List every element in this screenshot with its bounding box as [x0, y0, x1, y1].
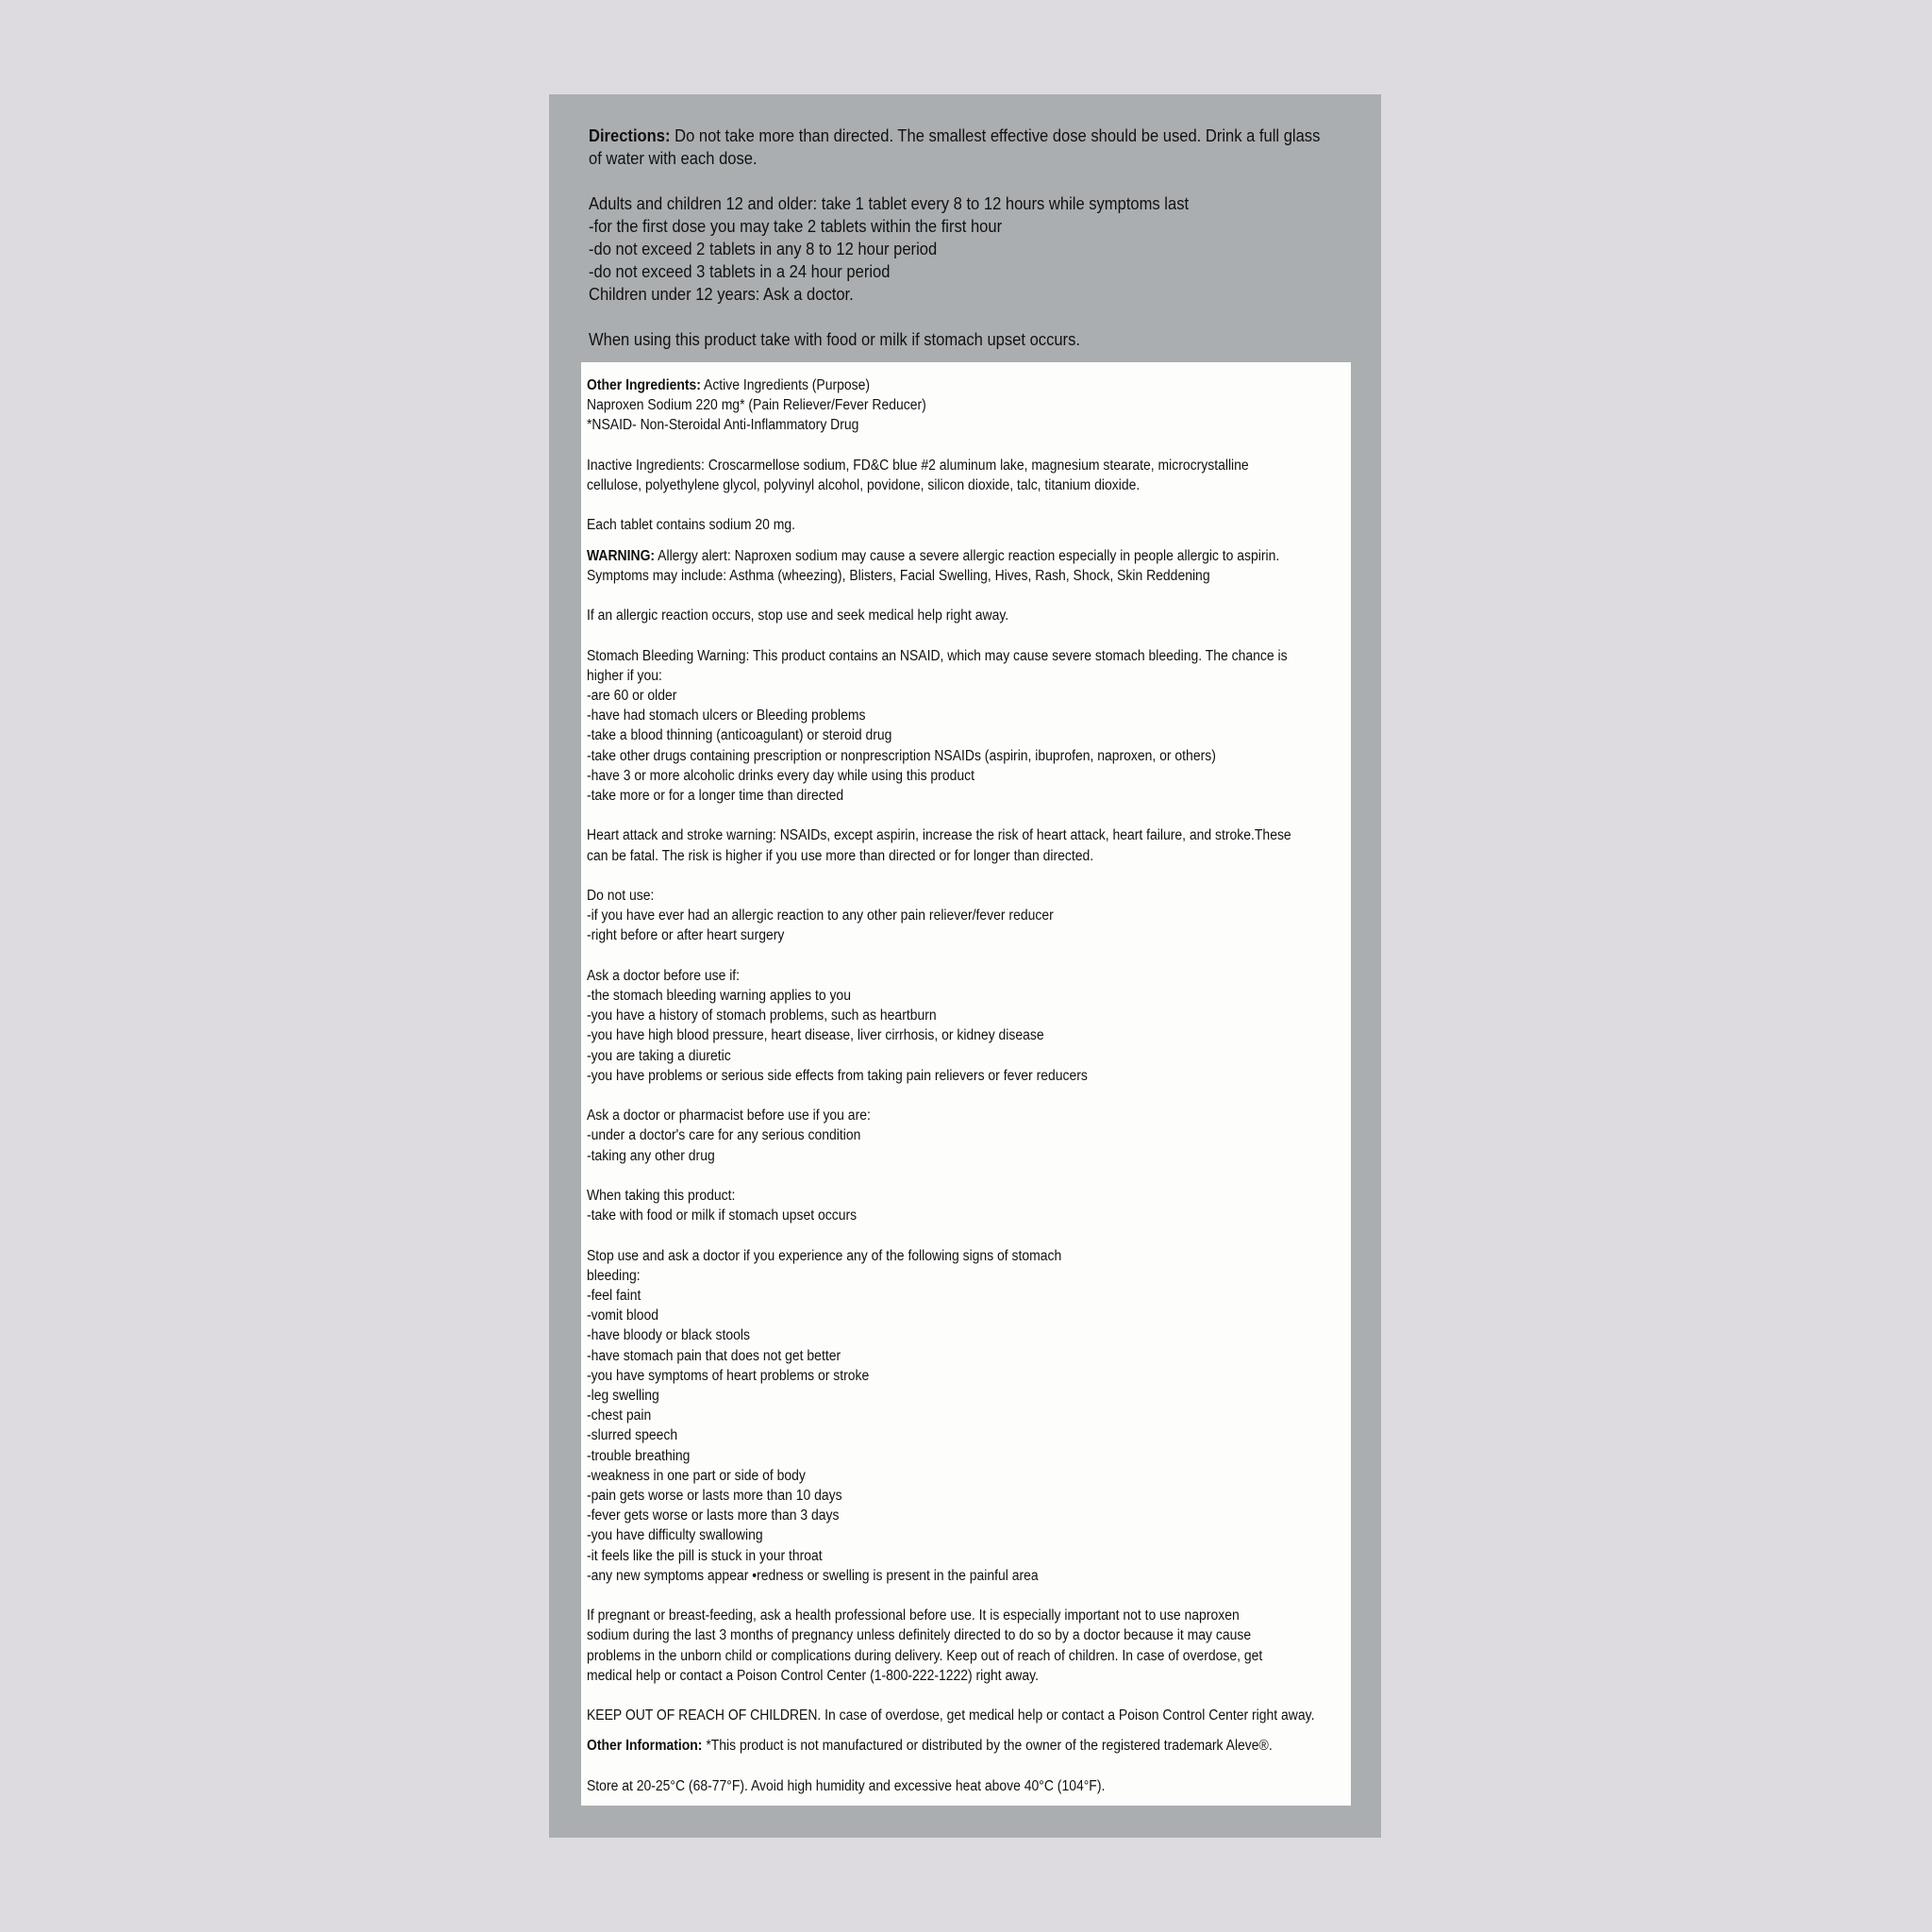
- directions-line: -for the first dose you may take 2 tablets within the first hour: [589, 217, 1003, 236]
- directions-heading: Directions:: [589, 126, 671, 145]
- directions-intro-cont: of water with each dose.: [589, 149, 758, 168]
- do-not-use-line: -if you have ever had an allergic reaction to any other pain reliever/fever reducer: [587, 908, 1054, 924]
- stop-use-line: -any new symptoms appear •redness or swelling is present in the painful area: [587, 1567, 1039, 1584]
- directions-line: Adults and children 12 and older: take 1 tablet every 8 to 12 hours while symptoms last: [589, 194, 1190, 213]
- stomach-line: -take more or for a longer time than directed: [587, 788, 844, 804]
- stomach-line: -take other drugs containing prescription or nonprescription NSAIDs (aspirin, ibuprofen, naproxen, or others): [587, 747, 1216, 764]
- directions-note: When using this product take with food or milk if stomach upset occurs.: [589, 330, 1080, 349]
- ask-doctor-line: -you are taking a diuretic: [587, 1047, 731, 1064]
- stop-use-line: -have bloody or black stools: [587, 1327, 750, 1344]
- stop-use-line: -you have difficulty swallowing: [587, 1527, 763, 1544]
- warning-line: WARNING: Allergy alert: Naproxen sodium may cause a severe allergic reaction especially in people allergic to aspirin.: [587, 547, 1280, 564]
- stop-use-line: -weakness in one part or side of body: [587, 1467, 806, 1484]
- pregnant-line: sodium during the last 3 months of pregnancy unless definitely directed to do so by a doctor because it may cause: [587, 1627, 1252, 1644]
- stop-use-line: -it feels like the pill is stuck in your throat: [587, 1547, 823, 1564]
- stomach-line: higher if you:: [587, 667, 662, 684]
- stop-use-line: -pain gets worse or lasts more than 10 days: [587, 1488, 842, 1505]
- inactive-line: Inactive Ingredients: Croscarmellose sodium, FD&C blue #2 aluminum lake, magnesium stearate, microcrystalline: [587, 457, 1249, 474]
- warning-line: If an allergic reaction occurs, stop use and seek medical help right away.: [587, 608, 1009, 625]
- when-taking-line: -take with food or milk if stomach upset occurs: [587, 1208, 858, 1224]
- stomach-line: -have had stomach ulcers or Bleeding problems: [587, 708, 866, 724]
- stop-use-line: -have stomach pain that does not get better: [587, 1347, 841, 1364]
- directions-intro: Directions: Do not take more than directed. The smallest effective dose should be used. Drink a full glass: [589, 126, 1321, 145]
- directions-line: -do not exceed 3 tablets in a 24 hour period: [589, 262, 891, 281]
- pregnant-line: medical help or contact a Poison Control Center (1-800-222-1222) right away.: [587, 1667, 1039, 1684]
- ask-pharmacist-line: -taking any other drug: [587, 1147, 715, 1164]
- do-not-use-line: Do not use:: [587, 887, 655, 904]
- ingredients-warnings-box: [581, 362, 1351, 1806]
- stop-use-line: -chest pain: [587, 1407, 652, 1424]
- box-text: [587, 375, 1334, 1796]
- ingredients-line: *NSAID- Non-Steroidal Anti-Inflammatory Drug: [587, 417, 859, 434]
- stomach-line: -have 3 or more alcoholic drinks every day while using this product: [587, 767, 974, 784]
- stomach-line: -are 60 or older: [587, 687, 677, 704]
- ask-doctor-line: -you have problems or serious side effects from taking pain relievers or fever reducers: [587, 1067, 1088, 1084]
- stop-use-line: -you have symptoms of heart problems or stroke: [587, 1367, 870, 1384]
- stop-use-line: bleeding:: [587, 1267, 641, 1284]
- ingredients-line: Other Ingredients: Active Ingredients (Purpose): [587, 377, 871, 393]
- stomach-line: -take a blood thinning (anticoagulant) or steroid drug: [587, 727, 892, 744]
- inactive-line: cellulose, polyethylene glycol, polyvinyl alcohol, povidone, silicon dioxide, talc, titanium dioxide.: [587, 477, 1141, 493]
- heart-line: Heart attack and stroke warning: NSAIDs, except aspirin, increase the risk of heart attack, heart failure, and stroke.These: [587, 827, 1291, 844]
- label-panel: [549, 94, 1381, 1838]
- stop-use-line: -feel faint: [587, 1287, 641, 1304]
- ask-doctor-line: Ask a doctor before use if:: [587, 967, 741, 984]
- directions-line: -do not exceed 2 tablets in any 8 to 12 hour period: [589, 240, 938, 258]
- stop-use-line: -slurred speech: [587, 1427, 678, 1444]
- keep-out-line: KEEP OUT OF REACH OF CHILDREN. In case of overdose, get medical help or contact a Poison Control Center right away.: [587, 1707, 1315, 1724]
- directions-line: Children under 12 years: Ask a doctor.: [589, 285, 854, 304]
- stop-use-line: -leg swelling: [587, 1388, 659, 1404]
- ask-pharmacist-line: -under a doctor's care for any serious condition: [587, 1127, 861, 1144]
- pregnant-line: If pregnant or breast-feeding, ask a health professional before use. It is especially important not to use naproxen: [587, 1607, 1240, 1624]
- warning-heading: WARNING:: [587, 547, 656, 564]
- sodium-line: Each tablet contains sodium 20 mg.: [587, 517, 796, 534]
- warning-line: Symptoms may include: Asthma (wheezing), Blisters, Facial Swelling, Hives, Rash, Shock, Skin Reddening: [587, 567, 1210, 584]
- stop-use-line: -vomit blood: [587, 1307, 658, 1324]
- directions-section: [589, 125, 1343, 351]
- other-info-heading: Other Information:: [587, 1738, 703, 1755]
- ask-doctor-line: -you have high blood pressure, heart disease, liver cirrhosis, or kidney disease: [587, 1027, 1044, 1044]
- pregnant-line: problems in the unborn child or complications during delivery. Keep out of reach of children. In case of overdose, get: [587, 1647, 1263, 1664]
- stop-use-line: Stop use and ask a doctor if you experience any of the following signs of stomach: [587, 1247, 1062, 1264]
- stop-use-line: -trouble breathing: [587, 1447, 691, 1464]
- stop-use-line: -fever gets worse or lasts more than 3 days: [587, 1507, 840, 1524]
- ask-doctor-line: -you have a history of stomach problems, such as heartburn: [587, 1008, 937, 1024]
- stomach-line: Stomach Bleeding Warning: This product contains an NSAID, which may cause severe stomach bleeding. The chance is: [587, 647, 1288, 664]
- ingredients-line: Naproxen Sodium 220 mg* (Pain Reliever/Fever Reducer): [587, 397, 926, 414]
- ask-doctor-line: -the stomach bleeding warning applies to you: [587, 987, 851, 1004]
- storage-line: Store at 20-25°C (68-77°F). Avoid high humidity and excessive heat above 40°C (104°F).: [587, 1777, 1106, 1794]
- other-info-line: Other Information: *This product is not manufactured or distributed by the owner of the registered trademark Aleve®.: [587, 1738, 1273, 1755]
- do-not-use-line: -right before or after heart surgery: [587, 927, 785, 944]
- when-taking-line: When taking this product:: [587, 1187, 736, 1204]
- ingredients-heading: Other Ingredients:: [587, 377, 701, 393]
- ask-pharmacist-line: Ask a doctor or pharmacist before use if you are:: [587, 1108, 871, 1124]
- heart-line: can be fatal. The risk is higher if you use more than directed or for longer than directed.: [587, 847, 1094, 864]
